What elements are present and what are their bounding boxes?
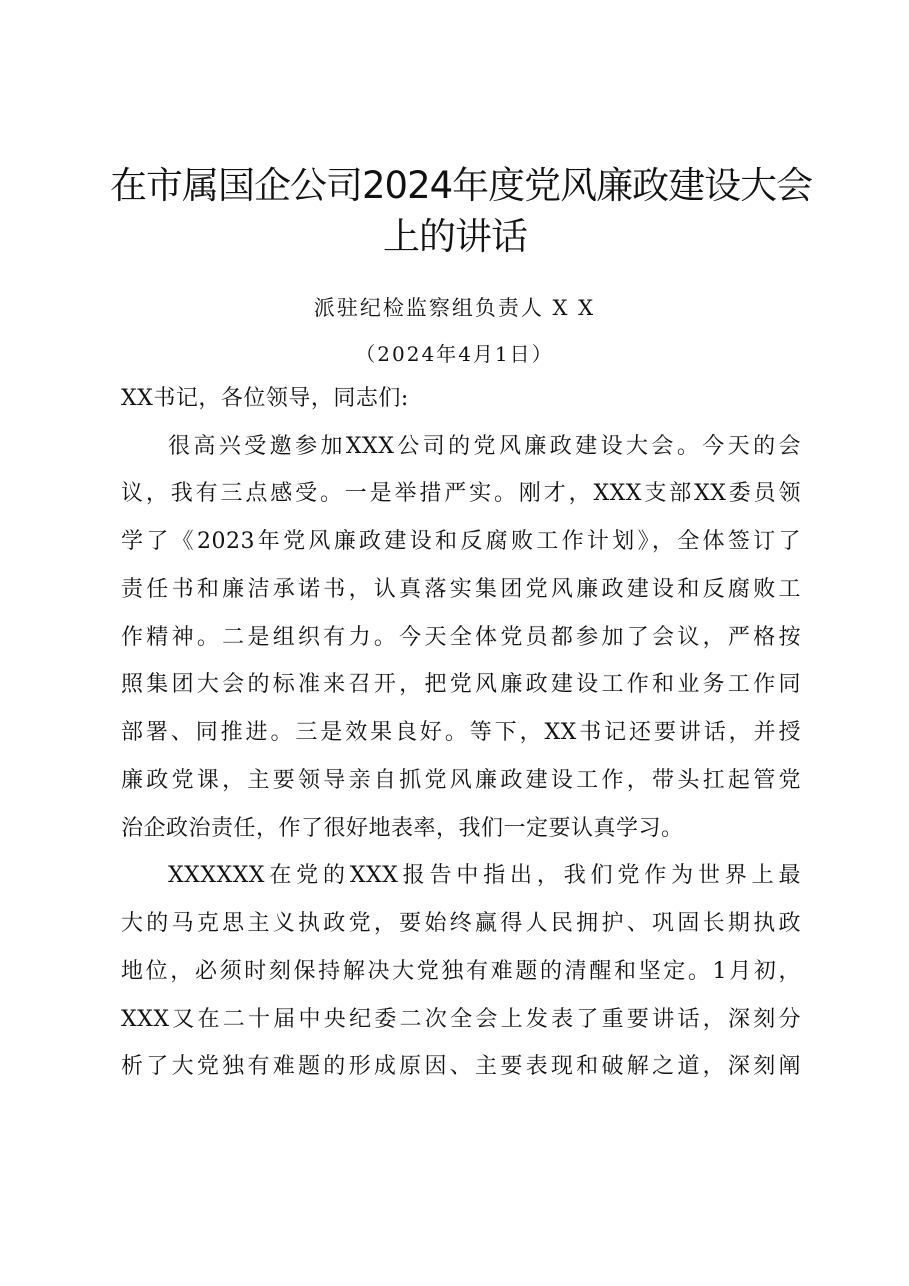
salutation: XX书记，各位领导，同志们: [121, 386, 409, 411]
date-line: （2024年4月1日） [355, 342, 554, 366]
body-line: 照集团大会的标准来召开，把党风廉政建设工作和业务工作同 [121, 672, 801, 697]
body-line: 大的马克思主义执政党，要始终赢得人民拥护、巩固长期执政 [121, 911, 801, 936]
body-line: XXX又在二十届中央纪委二次全会上发表了重要讲话，深刻分 [121, 1007, 801, 1032]
body-line: 治企政治责任，作了很好地表率，我们一定要认真学习。 [121, 816, 684, 841]
body-line: 作精神。二是组织有力。今天全体党员都参加了会议，严格按 [121, 625, 801, 650]
body-line: 学了《2023年党风廉政建设和反腐败工作计划》，全体签订了 [121, 529, 801, 554]
body-line: 析了大党独有难题的形成原因、主要表现和破解之道，深刻阐 [121, 1054, 801, 1079]
body-line: 议，我有三点感受。一是举措严实。刚才，XXX支部XX委员领 [121, 481, 801, 506]
document-title-line-2: 上的讲话 [383, 215, 527, 258]
body-line: 很高兴受邀参加XXX公司的党风廉政建设大会。今天的会 [168, 434, 801, 459]
body-line: 廉政党课，主要领导亲自抓党风廉政建设工作，带头扛起管党 [121, 768, 801, 793]
body-line: 责任书和廉洁承诺书，认真落实集团党风廉政建设和反腐败工 [121, 577, 801, 602]
body-line: 部署、同推进。三是效果良好。等下，XX书记还要讲话，并授 [121, 720, 801, 745]
document-title-line-1: 在市属国企公司2024年度党风廉政建设大会 [110, 164, 813, 207]
body-line: 地位，必须时刻保持解决大党独有难题的清醒和坚定。1月初， [121, 959, 801, 984]
body-line: XXXXXX在党的XXX报告中指出，我们党作为世界上最 [168, 863, 801, 888]
author-line: 派驻纪检监察组负责人 X X [313, 296, 596, 320]
